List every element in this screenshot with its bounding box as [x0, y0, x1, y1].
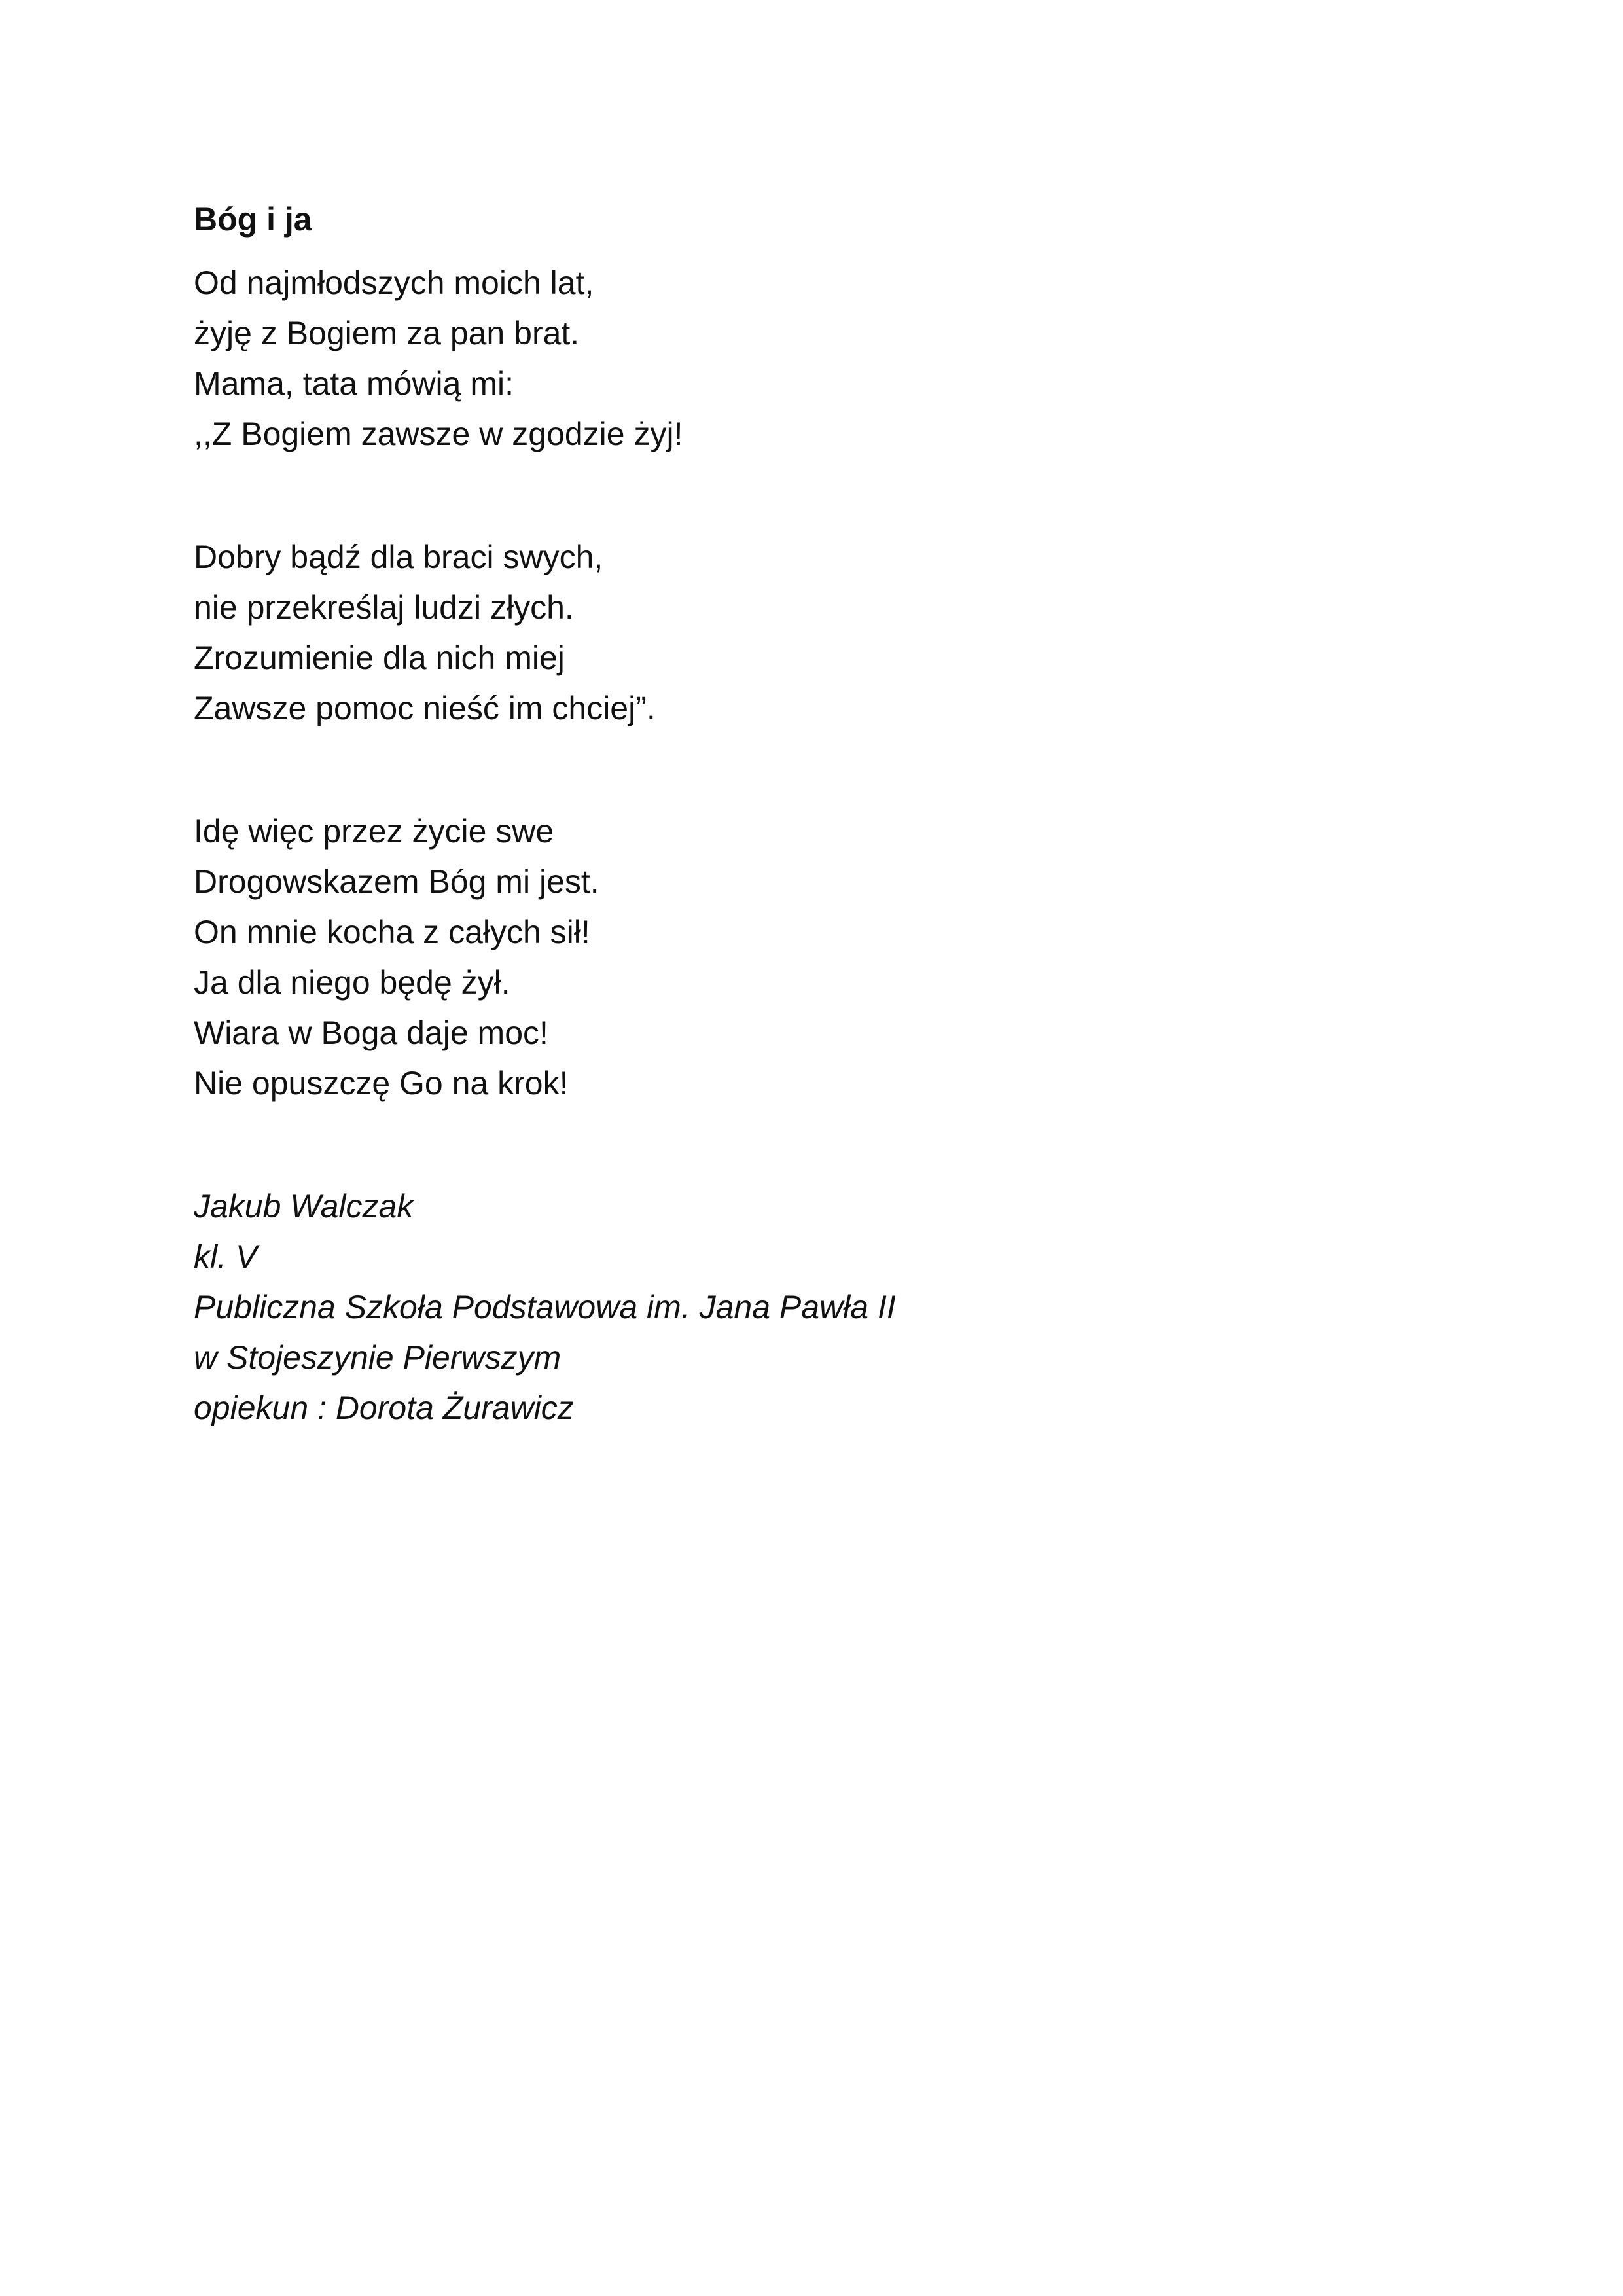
school-name: Publiczna Szkoła Podstawowa im. Jana Pawła II: [194, 1289, 896, 1325]
poem-line: Zawsze pomoc nieść im chciej”.: [194, 690, 656, 726]
poem-line: Idę więc przez życie swe: [194, 813, 554, 850]
poem-line: Mama, tata mówią mi:: [194, 365, 514, 402]
poem-title: Bóg i ja: [194, 201, 312, 238]
poem-line: Dobry bądź dla braci swych,: [194, 539, 603, 575]
school-location: w Stojeszynie Pierwszym: [194, 1339, 562, 1376]
poem-line: Zrozumienie dla nich miej: [194, 639, 565, 676]
stanza-2: [194, 532, 1437, 734]
poem-line: Ja dla niego będę żył.: [194, 964, 510, 1001]
document-content: [194, 194, 1437, 1433]
stanza-3: [194, 806, 1437, 1109]
signature-block: [194, 1181, 1437, 1433]
poem-line: Wiara w Boga daje moc!: [194, 1014, 548, 1051]
author-class: kl. V: [194, 1238, 258, 1275]
poem-line: ,,Z Bogiem zawsze w zgodzie żyj!: [194, 416, 683, 452]
stanza-1: [194, 258, 1437, 459]
poem-line: Drogowskazem Bóg mi jest.: [194, 863, 599, 900]
poem-line: nie przekreślaj ludzi złych.: [194, 589, 574, 626]
supervisor: opiekun : Dorota Żurawicz: [194, 1390, 574, 1426]
poem-line: Nie opuszczę Go na krok!: [194, 1065, 569, 1102]
poem-line: żyję z Bogiem za pan brat.: [194, 315, 580, 351]
poem-line: On mnie kocha z całych sił!: [194, 914, 590, 950]
author-name: Jakub Walczak: [194, 1188, 414, 1225]
poem-line: Od najmłodszych moich lat,: [194, 264, 594, 301]
